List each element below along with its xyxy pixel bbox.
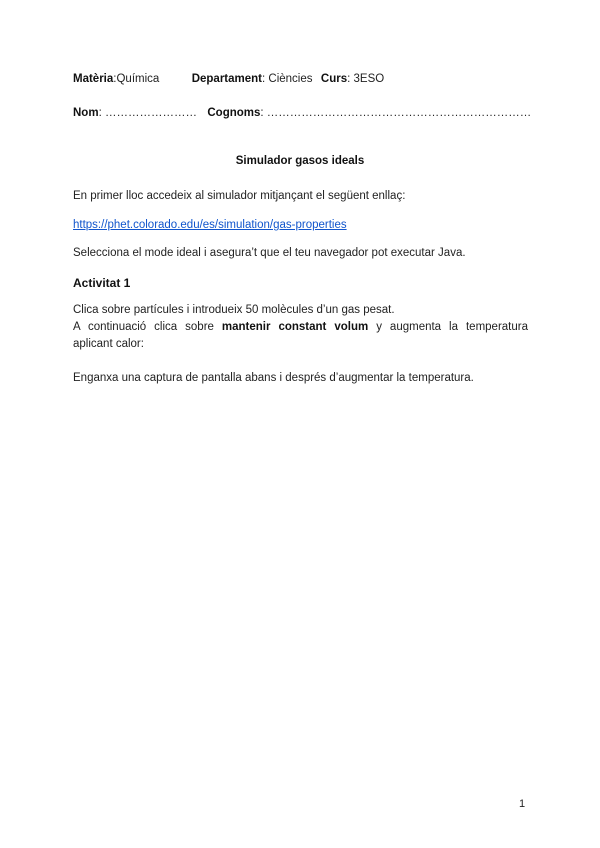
name-row [73, 107, 531, 119]
simulator-link-text[interactable]: https://phet.colorado.edu/es/simulation/gas-properties [73, 219, 347, 231]
activity-line-2-bold: mantenir constant volum [221, 321, 369, 333]
materia-value: :Química [113, 73, 160, 85]
simulator-link[interactable] [73, 219, 347, 231]
mode-instructions: Selecciona el mode ideal i asegura’t que el teu navegador pot executar Java. [73, 247, 466, 259]
intro-text: En primer lloc accedeix al simulador mitjançant el següent enllaç: [73, 190, 406, 202]
cognoms-label: Cognoms [207, 107, 261, 119]
departament-label: Departament [191, 73, 263, 85]
curs-label: Curs [320, 73, 348, 85]
document-title: Simulador gasos ideals [235, 155, 365, 167]
activity-line-2-start: A continuació clica sobre [73, 321, 214, 333]
nom-value: : …………………… [98, 107, 197, 119]
activity-line-3: aplicant calor: [73, 338, 144, 350]
activity-line-1: Clica sobre partícules i introdueix 50 molècules d’un gas pesat. [73, 304, 395, 316]
nom-label: Nom [73, 107, 99, 119]
activity-line-2 [73, 321, 528, 333]
activity-line-2-end: y augmenta la temperatura [376, 321, 528, 333]
page-number: 1 [519, 798, 526, 810]
materia-label: Matèria [73, 73, 114, 85]
activity-heading: Activitat 1 [73, 276, 131, 290]
departament-value: : Ciències [262, 73, 313, 85]
header-row [73, 73, 384, 85]
activity-line-4: Enganxa una captura de pantalla abans i després d’augmentar la temperatura. [73, 372, 474, 384]
cognoms-value: : …………………………………………………………… [260, 107, 532, 119]
curs-value: : 3ESO [347, 73, 385, 85]
